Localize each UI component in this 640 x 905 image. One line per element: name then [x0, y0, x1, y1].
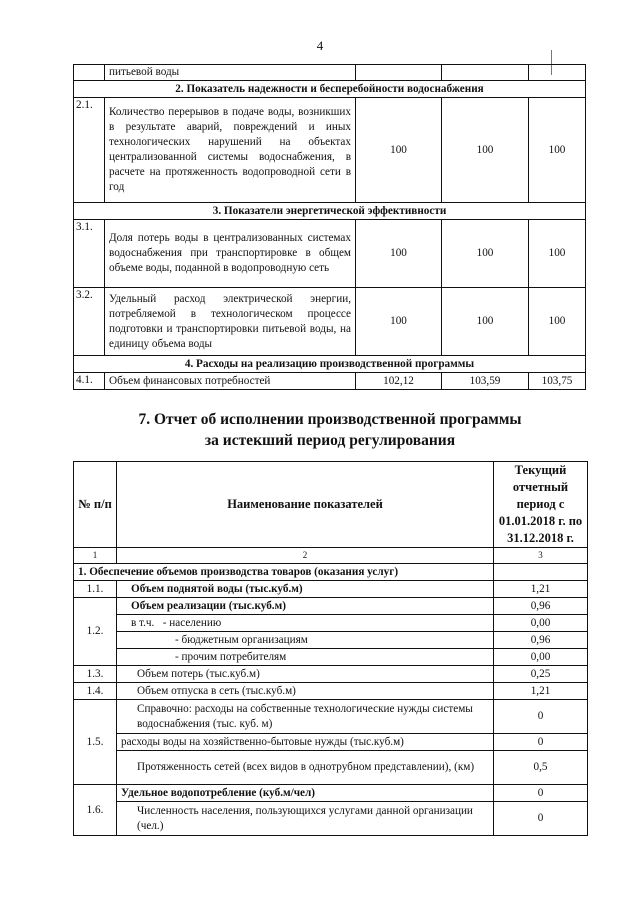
value-cell: 100 — [529, 220, 586, 288]
value-cell: 100 — [356, 220, 442, 288]
value-cell: 0 — [494, 734, 588, 751]
section-2-header: 2. Показатель надежности и бесперебойности водоснабжения — [74, 81, 586, 98]
row-number: 1.4. — [74, 683, 117, 700]
row-number: 1.6. — [74, 785, 117, 836]
row-number: 1.2. — [74, 598, 117, 666]
row-label: Объем поднятой воды (тыс.куб.м) — [117, 581, 494, 598]
sub-row-label: - населению — [162, 616, 222, 629]
value-cell: 0,25 — [494, 666, 588, 683]
header-number: № п/п — [74, 462, 117, 548]
value-cell: 0 — [494, 785, 588, 802]
sub-row-label: - бюджетным организациям — [117, 632, 494, 649]
value-cell: 100 — [442, 98, 529, 203]
value-cell: 100 — [529, 98, 586, 203]
section-4-header: 4. Расходы на реализацию производственной программы — [74, 356, 586, 373]
section-7-title-line2: за истекший период регулирования — [204, 432, 456, 449]
row-number: 2.1. — [74, 98, 105, 203]
row-label: Справочно: расходы на собственные технологические нужды системы водоснабжения (тыс. куб. м) — [117, 700, 494, 734]
value-cell: 1,21 — [494, 683, 588, 700]
row-number: 3.2. — [74, 288, 105, 356]
row-number: 1.1. — [74, 581, 117, 598]
row-label: Протяженность сетей (всех видов в однотрубном представлении), (км) — [117, 751, 494, 785]
value-cell: 1,21 — [494, 581, 588, 598]
row-number: 1.3. — [74, 666, 117, 683]
value-cell: 103,59 — [442, 373, 529, 390]
row-label: Количество перерывов в подаче воды, возникших в результате аварий, повреждений и иных технологических нарушений на объектах централизованной системы водоснабжения, в расчете на протяженность водопроводной сети в год — [105, 98, 356, 203]
value-cell: 0,00 — [494, 615, 588, 632]
value-cell: 0 — [494, 802, 588, 836]
sub-row-label: - прочим потребителям — [117, 649, 494, 666]
row-label: Численность населения, пользующихся услугами данной организации (чел.) — [117, 802, 494, 836]
row-number: 1.5. — [74, 700, 117, 785]
row-number: 3.1. — [74, 220, 105, 288]
value-cell: 100 — [356, 98, 442, 203]
value-cell: 0,96 — [494, 598, 588, 615]
value-cell: 0,96 — [494, 632, 588, 649]
row-label: Объем потерь (тыс.куб.м) — [117, 666, 494, 683]
value-cell: 103,75 — [529, 373, 586, 390]
row-number: 4.1. — [74, 373, 105, 390]
sub-row — [117, 615, 494, 632]
value-cell: 0,00 — [494, 649, 588, 666]
column-index: 1 — [74, 548, 117, 564]
section-7-title — [73, 409, 587, 451]
continued-row-label: питьевой воды — [105, 65, 356, 81]
row-label: Удельное водопотребление (куб.м/чел) — [117, 785, 494, 802]
row-label: Объем отпуска в сеть (тыс.куб.м) — [117, 683, 494, 700]
row-label: Доля потерь воды в централизованных системах водоснабжения при транспортировке в общем объеме воды, поданной в водопроводную сеть — [105, 220, 356, 288]
column-index: 3 — [494, 548, 588, 564]
header-name: Наименование показателей — [117, 462, 494, 548]
page-number: 4 — [316, 38, 324, 53]
row-label: Объем финансовых потребностей — [105, 373, 356, 390]
value-cell: 100 — [442, 288, 529, 356]
value-cell: 100 — [442, 220, 529, 288]
indicators-table — [73, 64, 586, 390]
header-period: Текущий отчетный период с 01.01.2018 г. по 31.12.2018 г. — [494, 462, 588, 548]
value-cell: 0 — [494, 700, 588, 734]
value-cell: 100 — [356, 288, 442, 356]
sub-row-prefix: в т.ч. — [131, 616, 155, 629]
report-table — [73, 461, 588, 836]
section-7-title-line1: 7. Отчет об исполнении производственной программы — [138, 411, 522, 428]
row-label: расходы воды на хозяйственно-бытовые нужды (тыс.куб.м) — [117, 734, 494, 751]
section-1-header: 1. Обеспечение объемов производства товаров (оказания услуг) — [74, 564, 494, 581]
value-cell: 0,5 — [494, 751, 588, 785]
value-cell: 102,12 — [356, 373, 442, 390]
value-cell: 100 — [529, 288, 586, 356]
column-index: 2 — [117, 548, 494, 564]
row-label: Объем реализации (тыс.куб.м) — [117, 598, 494, 615]
row-label: Удельный расход электрической энергии, потребляемой в технологическом процессе подготовки и транспортировки питьевой воды, на единицу объема воды — [105, 288, 356, 356]
section-3-header: 3. Показатели энергетической эффективности — [74, 203, 586, 220]
